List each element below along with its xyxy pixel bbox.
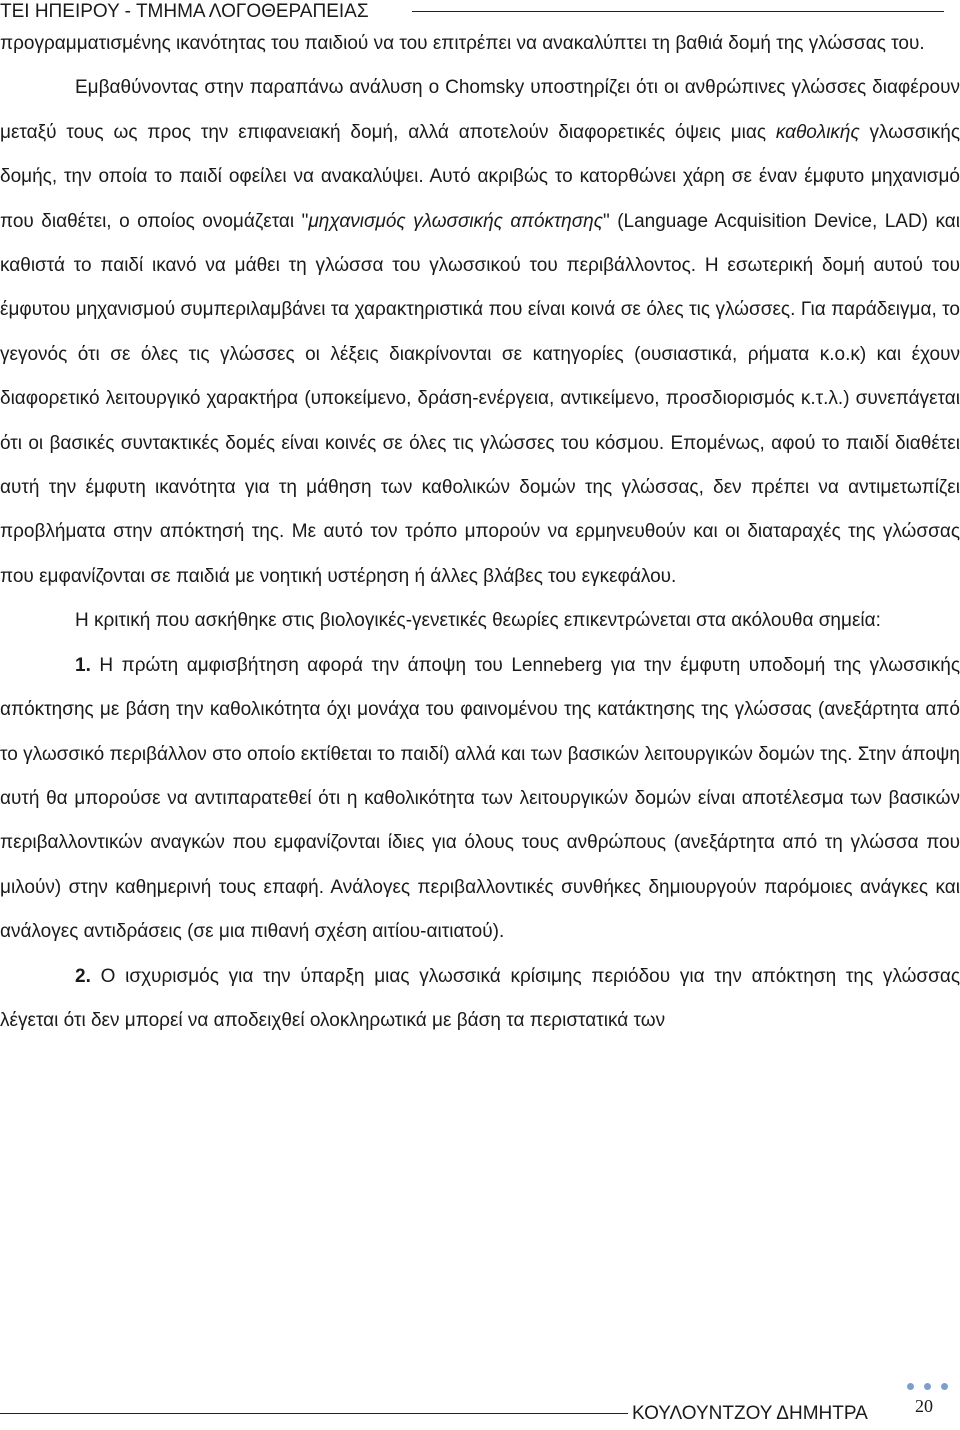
paragraph-chomsky bbox=[0, 66, 960, 599]
paragraph-text: Η κριτική που ασκήθηκε στις βιολογικές-γενετικές θεωρίες επικεντρώνεται στα ακόλουθα σημεία: bbox=[75, 610, 881, 632]
header-rule bbox=[412, 11, 944, 12]
paragraph-text: γλωσσικής δομής, την οποία το παιδί οφείλει να ανακαλύψει. Αυτό ακριβώς το κατορθώνει χάρη σε έναν έμφυτο μηχανισμό που διαθέτει, ο οποίος ονομάζεται " bbox=[0, 121, 960, 232]
footer-author: ΚΟΥΛΟΥΝΤΖΟΥ ΔΗΜΗΤΡΑ bbox=[632, 1403, 868, 1424]
list-number: 2. bbox=[75, 965, 91, 987]
footer-rule bbox=[0, 1413, 628, 1414]
document-body bbox=[0, 22, 960, 1043]
page-header bbox=[0, 0, 960, 24]
list-item-text: Ο ισχυρισμός για την ύπαρξη μιας γλωσσικά κρίσιμης περιόδου για την απόκτηση της γλώσσας λέγεται ότι δεν μπορεί να αποδειχθεί ολοκληρωτικά με βάση τα περιστατικά των bbox=[0, 965, 960, 1031]
list-item-text: Η πρώτη αμφισβήτηση αφορά την άποψη του Lenneberg για την έμφυτη υποδομή της γλωσσικής απόκτησης με βάση την καθολικότητα όχι μονάχα του φαινομένου της κατάκτησης της γλώσσας (ανεξάρτητα από το γλωσσικό περιβάλλον στο οποίο εκτίθεται το παιδί) αλλά και των βασικών λειτουργικών δομών της. Στην άποψη αυτή θα μπορούσε να αντιπαρατεθεί ότι η καθολικότητα των λειτουργικών δομών είναι αποτέλεσμα των βασικών περιβαλλοντικών αναγκών που εμφανίζονται ίδιες για όλους τους ανθρώπους (ανεξάρτητα από τη γλώσσα που μιλούν) στην καθημερινή τους επαφή. Ανάλογες περιβαλλοντικές συνθήκες δημιουργούν παρόμοιες ανάγκες και ανάλογες αντιδράσεις (σε μια πιθανή σχέση αιτίου-αιτιατού). bbox=[0, 654, 960, 943]
paragraph-critique bbox=[0, 599, 960, 643]
page-number: 20 bbox=[915, 1396, 933, 1416]
emphasis-text: μηχανισμός γλωσσικής απόκτησης bbox=[308, 210, 603, 232]
list-number: 1. bbox=[75, 654, 91, 676]
list-item bbox=[0, 955, 960, 1044]
decorative-dots-icon bbox=[903, 1383, 959, 1397]
page-footer bbox=[0, 1395, 960, 1430]
paragraph-text: " (Language Acquisition Device, LAD) και καθιστά το παιδί ικανό να μάθει τη γλώσσα του γλωσσικού του περιβάλλοντος. Η εσωτερική δομή αυτού του έμφυτου μηχανισμού συμπεριλαμβάνει τα χαρακτηριστικά που είναι κοινά σε όλες τις γλώσσες. Για παράδειγμα, το γεγονός ότι σε όλες τις γλώσσες οι λέξεις διακρίνονται σε κατηγορίες (ουσιαστικά, ρήματα κ.ο.κ) και έχουν διαφορετικό λειτουργικό χαρακτήρα (υποκείμενο, δράση-ενέργεια, αντικείμενο, προσδιορισμός κ.τ.λ.) συνεπάγεται ότι οι βασικές συντακτικές δομές είναι κοινές σε όλες τις γλώσσες του κόσμου. Επομένως, αφού το παιδί διαθέτει αυτή την έμφυτη ικανότητα για τη μάθηση των καθολικών δομών της γλώσσας, δεν πρέπει να αντιμετωπίζει προβλήματα στην απόκτησή της. Με αυτό τον τρόπο μπορούν να ερμηνευθούν και οι διαταραχές της γλώσσας που εμφανίζονται σε παιδιά με νοητική υστέρηση ή άλλες βλάβες του εγκεφάλου. bbox=[0, 210, 960, 587]
list-item bbox=[0, 644, 960, 955]
header-title: ΤΕΙ ΗΠΕΙΡΟΥ - ΤΜΗΜΑ ΛΟΓΟΘΕΡΑΠΕΙΑΣ bbox=[0, 1, 369, 22]
paragraph-continuation bbox=[0, 22, 960, 66]
paragraph-text: Εμβαθύνοντας στην παραπάνω ανάλυση ο Chomsky υποστηρίζει ότι οι ανθρώπινες γλώσσες διαφέρουν μεταξύ τους ως προς την επιφανειακή δομή, αλλά αποτελούν διαφορετικές όψεις μιας bbox=[0, 77, 960, 143]
emphasis-text: καθολικής bbox=[775, 121, 860, 143]
paragraph-text: προγραμματισμένης ικανότητας του παιδιού να του επιτρέπει να ανακαλύπτει τη βαθιά δομή της γλώσσας του. bbox=[0, 33, 925, 54]
